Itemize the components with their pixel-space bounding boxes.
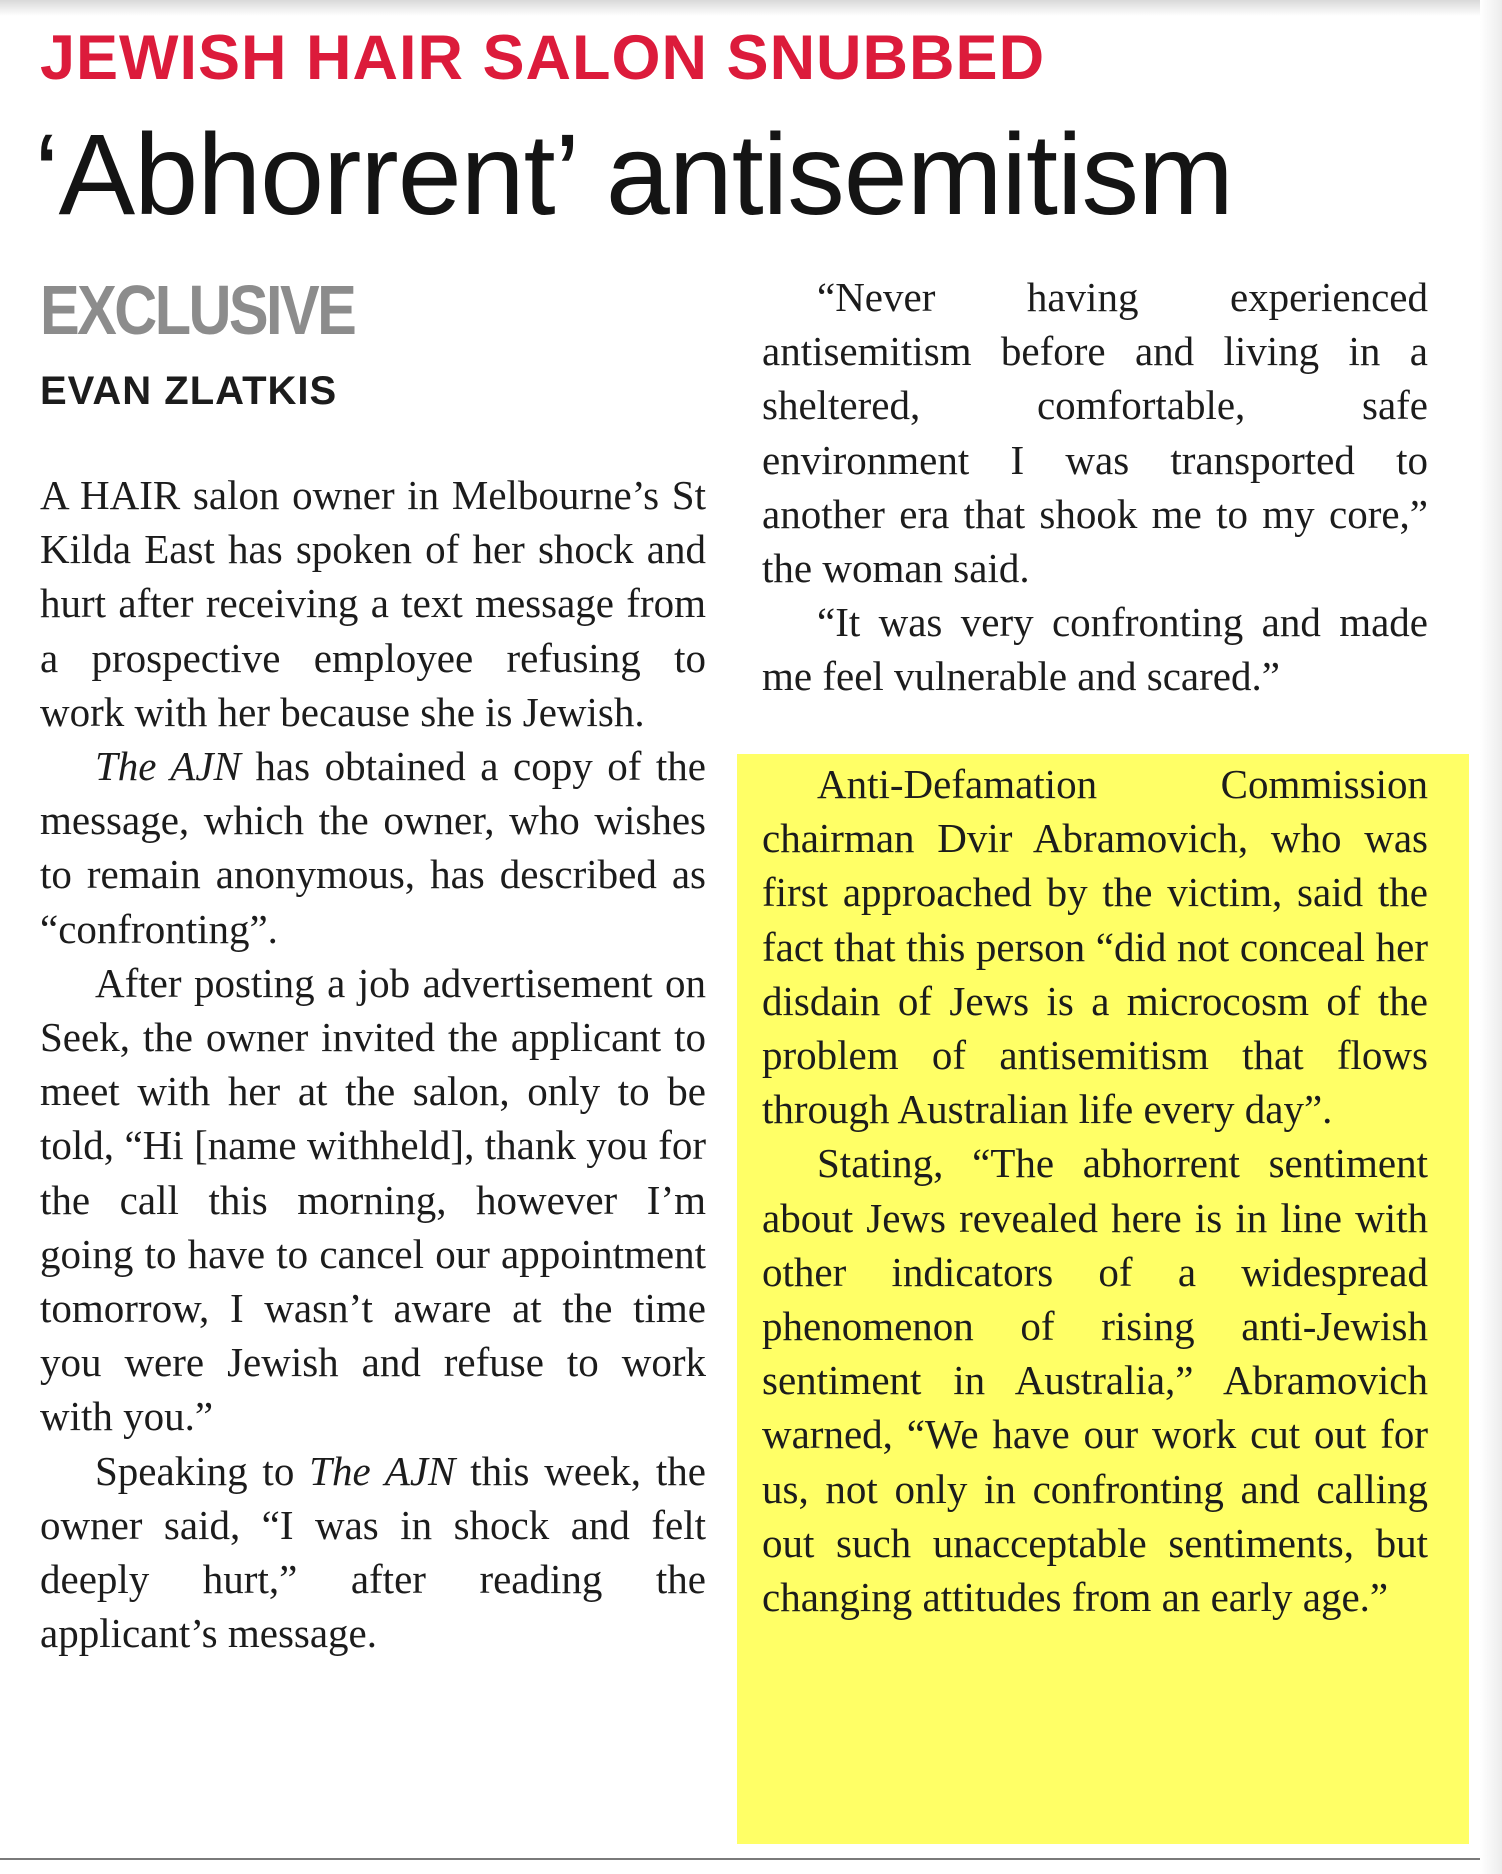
paragraph-text: has obtained a copy of the message, which the owner, who wishes to remain anonymous, has described as “confronting”. bbox=[40, 743, 706, 952]
paragraph-text: this week, the owner said, “I was in shock and felt deeply hurt,” after reading the applicant’s message. bbox=[40, 1447, 706, 1657]
article-headline: ‘Abhorrent’ antisemitism bbox=[34, 111, 1233, 239]
top-edge-shade bbox=[0, 0, 1502, 16]
article-right-column bbox=[762, 270, 1428, 704]
highlighted-passage bbox=[762, 757, 1428, 1624]
lead-in-caps: A HAIR bbox=[40, 472, 181, 518]
right-paragraph-4: Stating, “The abhorrent sentiment about Jews revealed here is in line with other indicators of a widespread phenomenon of rising anti-Jewish sentiment in Australia,” Abramovich warned, “We have our work cut out for us, not only in confronting and calling out such unacceptable sentiments, but changing attitudes from an early age.” bbox=[762, 1140, 1428, 1621]
article-kicker: JEWISH HAIR SALON SNUBBED bbox=[40, 23, 1046, 93]
right-paragraph-2: “It was very confronting and made me feel vulnerable and scared.” bbox=[762, 599, 1428, 700]
right-edge-shade bbox=[1480, 0, 1502, 1874]
bottom-rule bbox=[0, 1858, 1480, 1860]
author-byline: EVAN ZLATKIS bbox=[40, 369, 338, 413]
publication-name: The AJN bbox=[309, 1447, 456, 1494]
left-paragraph-1 bbox=[40, 468, 706, 739]
article-left-column bbox=[40, 468, 706, 1660]
left-paragraph-2 bbox=[40, 739, 706, 956]
right-paragraph-1: “Never having experienced antisemitism before and living in a sheltered, comfortable, safe environment I was transported to another era that shook me to my core,” the woman said. bbox=[762, 274, 1428, 592]
paragraph-text: salon owner in Melbourne’s St Kilda East has spoken of her shock and hurt after receiving a text message from a prospective employee refusing to work with her because she is Jewish. bbox=[40, 472, 706, 735]
paragraph-text: Speaking to bbox=[95, 1447, 310, 1494]
left-paragraph-4 bbox=[40, 1444, 706, 1661]
exclusive-tag: EXCLUSIVE bbox=[40, 271, 355, 349]
left-paragraph-3: After posting a job advertisement on Seek, the owner invited the applicant to meet with her at the salon, only to be told, “Hi [name withheld], thank you for the call this morning, however I’m going to have to cancel our appointment tomorrow, I wasn’t aware at the time you were Jewish and refuse to work with you.” bbox=[40, 959, 706, 1440]
publication-name: The AJN bbox=[95, 743, 241, 790]
right-paragraph-3: Anti-Defamation Commission chairman Dvir Abramovich, who was first approached by the victim, said the fact that this person “did not conceal her disdain of Jews is a microcosm of the problem of antisemitism that flows through Australian life every day”. bbox=[762, 761, 1428, 1133]
